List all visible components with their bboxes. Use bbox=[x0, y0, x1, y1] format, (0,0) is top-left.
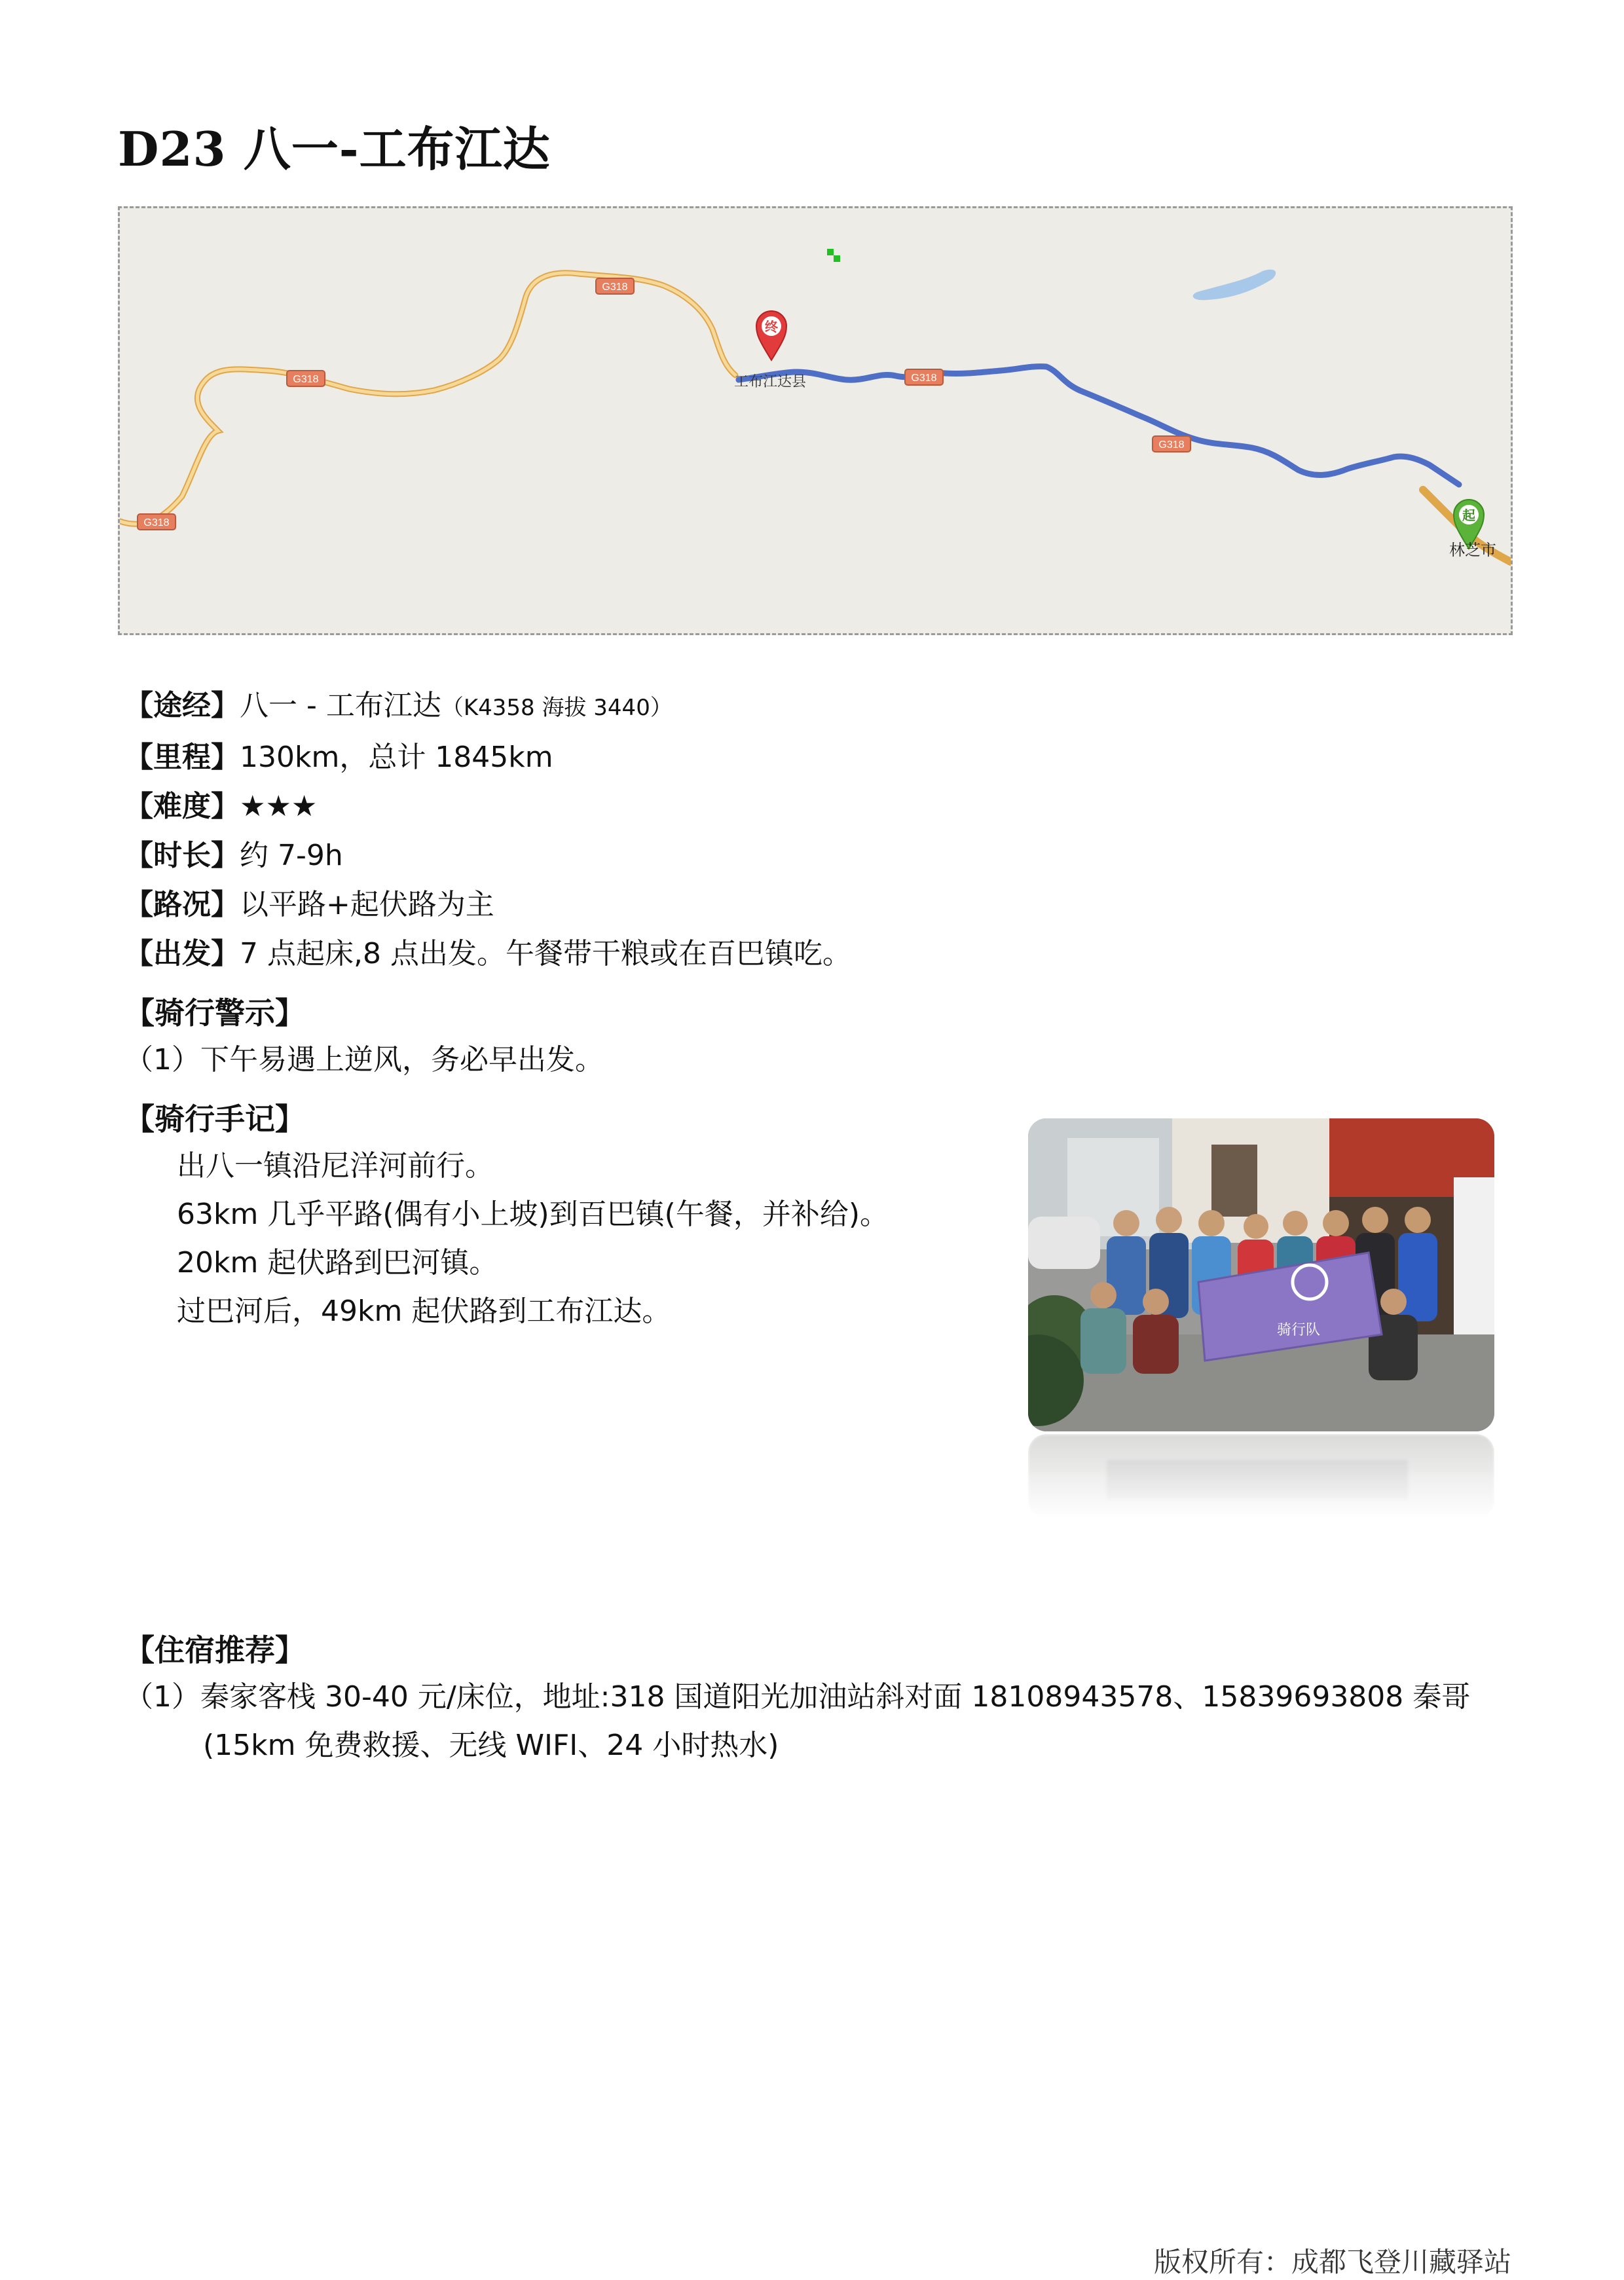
banner-text: 骑行队 bbox=[1277, 1322, 1321, 1338]
route-map[interactable] bbox=[118, 206, 1513, 635]
road-shield bbox=[1153, 436, 1190, 452]
notes-line: 63km 几乎平路(偶有小上坡)到百巴镇(午餐，并补给)。 bbox=[177, 1198, 889, 1231]
notes-title: 【骑行手记】 bbox=[124, 1101, 305, 1137]
notes-line: 出八一镇沿尼洋河前行。 bbox=[177, 1149, 494, 1183]
notes-line: 20km 起伏路到巴河镇。 bbox=[177, 1246, 498, 1279]
info-road-condition: 【路况】以平路+起伏路为主 bbox=[124, 888, 494, 921]
info-distance: 【里程】130km，总计 1845km bbox=[124, 741, 553, 774]
end-place-label: 工布江达县 bbox=[734, 374, 807, 390]
copyright-footer: 版权所有：成都飞登川藏驿站 bbox=[1153, 2246, 1511, 2278]
svg-text:G318: G318 bbox=[143, 517, 170, 528]
map-poi-marker bbox=[827, 249, 834, 255]
lodging-item: （1）秦家客栈 30-40 元/床位，地址:318 国道阳光加油站斜对面 18108943578、15839693808 秦哥 bbox=[124, 1680, 1471, 1714]
start-place-label: 林芝市 bbox=[1449, 541, 1496, 559]
info-departure: 【出发】7 点起床,8 点出发。午餐带干粮或在百巴镇吃。 bbox=[124, 937, 851, 970]
lodging-item-detail: (15km 免费救援、无线 WIFI、24 小时热水) bbox=[203, 1729, 779, 1762]
info-route: 【途经】八一 - 工布江达（K4358 海拔 3440） bbox=[124, 689, 673, 722]
map-background bbox=[120, 208, 1511, 633]
info-duration: 【时长】约 7-9h bbox=[124, 839, 343, 872]
warning-item: （1）下午易遇上逆风，务必早出发。 bbox=[124, 1043, 604, 1076]
warning-title: 【骑行警示】 bbox=[124, 995, 305, 1031]
road-shield bbox=[905, 369, 943, 385]
photo-reflection bbox=[1028, 1434, 1494, 1519]
map-poi-marker bbox=[834, 255, 840, 262]
info-difficulty: 【难度】★★★ bbox=[124, 790, 318, 823]
svg-text:G318: G318 bbox=[293, 374, 319, 385]
page-title: D23 八一-工布江达 bbox=[118, 121, 551, 177]
lodging-section bbox=[124, 1627, 1532, 1770]
notes-line: 过巴河后，49km 起伏路到工布江达。 bbox=[177, 1295, 671, 1328]
svg-text:G318: G318 bbox=[1158, 439, 1185, 450]
road-shield bbox=[287, 371, 325, 386]
difficulty-stars: ★★★ bbox=[240, 790, 318, 823]
svg-text:G318: G318 bbox=[602, 282, 628, 293]
road-shield bbox=[138, 514, 175, 530]
svg-text:起: 起 bbox=[1462, 507, 1475, 523]
lodging-title: 【住宿推荐】 bbox=[124, 1632, 305, 1668]
group-photo bbox=[1028, 1118, 1494, 1431]
svg-text:终: 终 bbox=[765, 319, 778, 335]
road-shield bbox=[596, 278, 634, 294]
svg-text:G318: G318 bbox=[911, 373, 937, 384]
